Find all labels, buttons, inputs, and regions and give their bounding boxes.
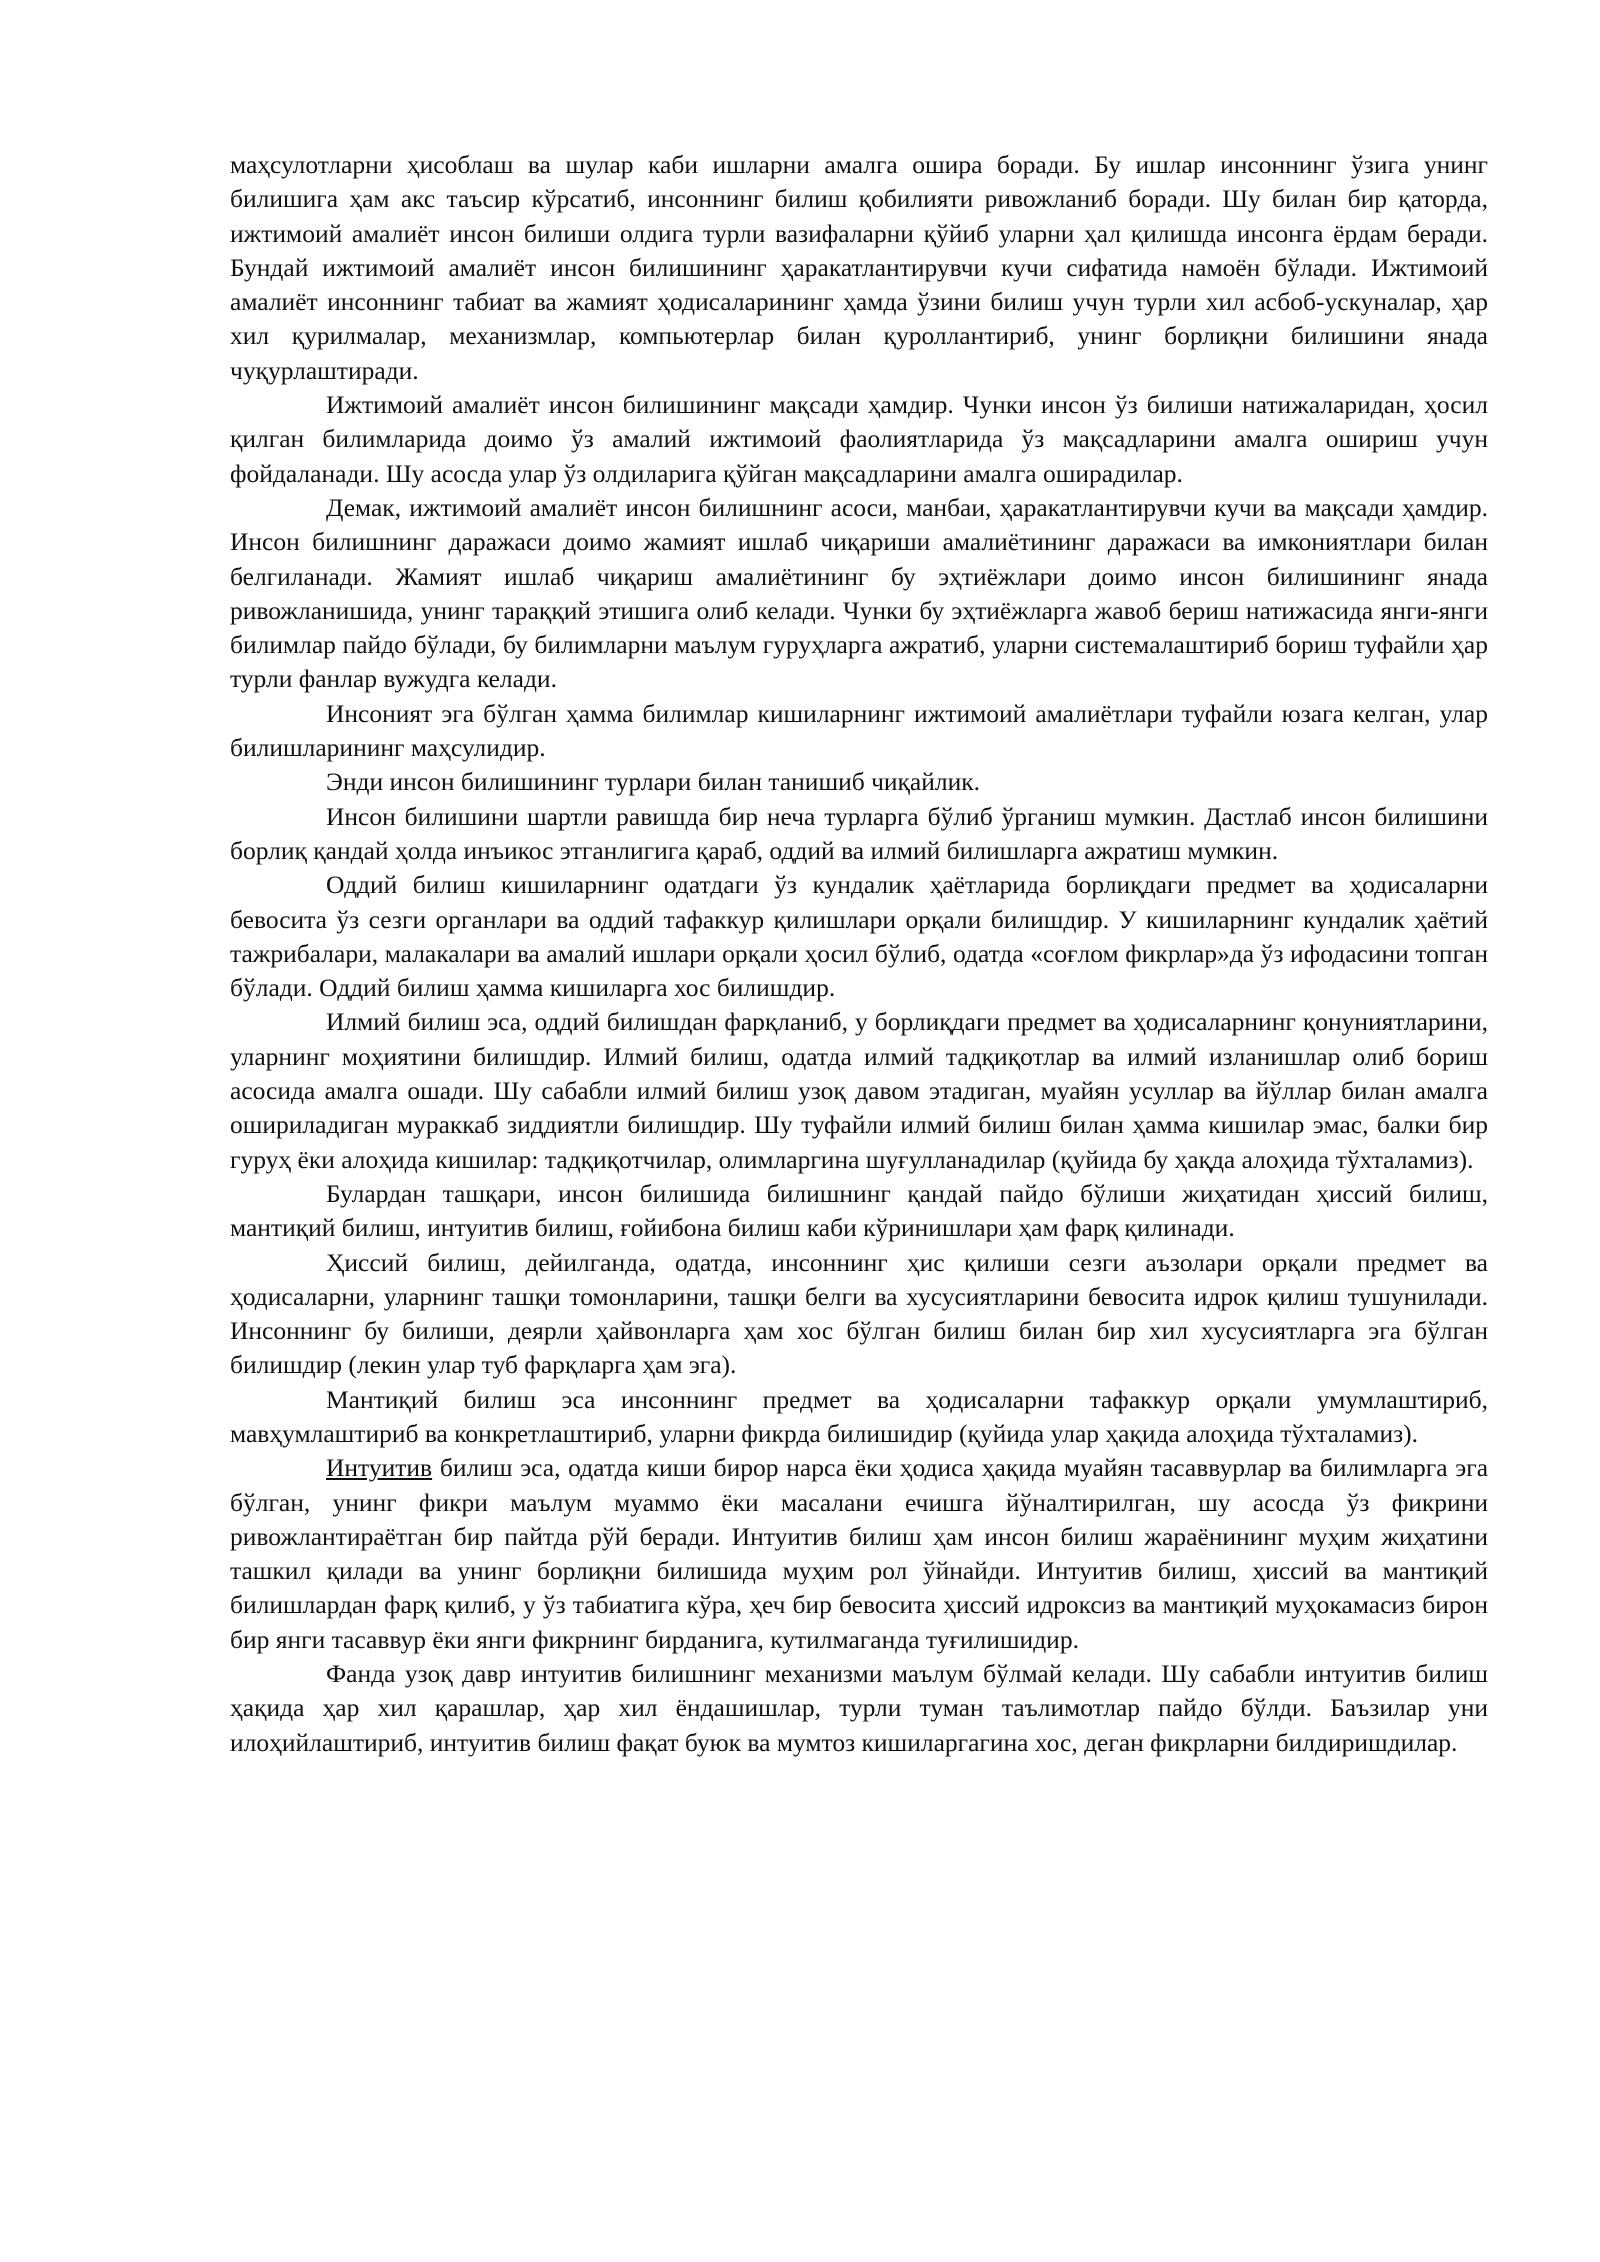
paragraph-11: Мантиқий билиш эса инсоннинг предмет ва ҳодисаларни тафаккур орқали умумлаштириб, мавҳумлаштириб ва конкретлаштириб, уларни фикрда билишидир (қуйида улар ҳақида алоҳида тўхталамиз).	[230, 1384, 1488, 1448]
document-body	[230, 148, 1488, 1760]
paragraph-10: Ҳиссий билиш, дейилганда, одатда, инсоннинг ҳис қилиши сезги аъзолари орқали предмет ва ҳодисаларни, уларнинг ташқи томонларини, ташқи белги ва хусусиятларини бевосита идрок қилиш тушунилади. Инсоннинг бу билиши, деярли ҳайвонларга ҳам хос бўлган билиш билан бир хил хусусиятларга эга бўлган билишдир (лекин улар туб фарқларга ҳам эга).	[230, 1247, 1488, 1380]
paragraph-8: Илмий билиш эса, оддий билишдан фарқланиб, у борлиқдаги предмет ва ҳодисаларнинг қонуниятларини, уларнинг моҳиятини билишдир. Илмий билиш, одатда илмий тадқиқотлар ва илмий изланишлар олиб бориш асосида амалга ошади. Шу сабабли илмий билиш узоқ давом этадиган, муайян усуллар ва йўллар билан амалга ошириладиган мураккаб зиддиятли билишдир. Шу туфайли илмий билиш билан ҳамма кишилар эмас, балки бир гуруҳ ёки алоҳида кишилар: тадқиқотчилар, олимларгина шуғулланадилар (қуйида бу ҳақда алоҳида тўхталамиз).	[230, 1007, 1488, 1174]
paragraph-12	[230, 1451, 1488, 1657]
paragraph-9: Булардан ташқари, инсон билишида билишнинг қандай пайдо бўлиши жиҳатидан ҳиссий билиш, мантиқий билиш, интуитив билиш, ғойибона билиш каби кўринишлари ҳам фарқ қилинади.	[230, 1178, 1488, 1243]
paragraph-2: Ижтимоий амалиёт инсон билишининг мақсади ҳамдир. Чунки инсон ўз билиши натижаларидан, ҳосил қилган билимларида доимо ўз амалий ижтимоий фаолиятларида ўз мақсадларини амалга ошириш учун фойдаланади. Шу асосда улар ўз олдиларига қўйган мақсадларини амалга оширадилар.	[230, 390, 1488, 488]
paragraph-5: Энди инсон билишининг турлари билан танишиб чиқайлик.	[326, 767, 981, 797]
paragraph-6: Инсон билишини шартли равишда бир неча турларга бўлиб ўрганиш мумкин. Дастлаб инсон билишини борлиқ қандай ҳолда инъикос этганлигига қараб, оддий ва илмий билишларга ажратиш мумкин.	[230, 801, 1488, 865]
paragraph-4: Инсоният эга бўлган ҳамма билимлар кишиларнинг ижтимоий амалиётлари туфайли юзага келган, улар билишларининг маҳсулидир.	[230, 698, 1488, 763]
paragraph-1: маҳсулотларни ҳисоблаш ва шулар каби ишларни амалга ошира боради. Бу ишлар инсоннинг ўзига унинг билишига ҳам акс таъсир кўрсатиб, инсоннинг билиш қобилияти ривожланиб боради. Шу билан бир қаторда, ижтимоий амалиёт инсон билиши олдига турли вазифаларни қўйиб уларни ҳал қилишда инсонга ёрдам беради. Бундай ижтимоий амалиёт инсон билишининг ҳаракатлантирувчи кучи сифатида намоён бўлади. Ижтимоий амалиёт инсоннинг табиат ва жамият ҳодисаларининг ҳамда ўзини билиш учун турли хил асбоб-ускуналар, ҳар хил қурилмалар, механизмлар, компьютерлар билан қуроллантириб, унинг борлиқни билишини янада чуқурлаштиради.	[230, 150, 1488, 385]
paragraph-13: Фанда узоқ давр интуитив билишнинг механизми маълум бўлмай келади. Шу сабабли интуитив билиш ҳақида ҳар хил қарашлар, ҳар хил ёндашишлар, турли туман таълимотлар пайдо бўлди. Баъзилар уни илоҳийлаштириб, интуитив билиш фақат буюк ва мумтоз кишиларгагина хос, деган фикрларни билдиришдилар.	[230, 1659, 1488, 1757]
intuitive-term: Интуитив	[326, 1453, 433, 1483]
paragraph-12-text: билиш эса, одатда киши бирор нарса ёки ҳодиса ҳақида муайян тасаввурлар ва билимларга эга бўлган, унинг фикри маълум муаммо ёки масалани ечишга йўналтирилган, шу асосда ўз фикрини ривожлантираётган бир пайтда рўй беради. Интуитив билиш ҳам инсон билиш жараёнининг муҳим жиҳатини ташкил қилади ва унинг борлиқни билишида муҳим рол ўйнайди. Интуитив билиш, ҳиссий ва мантиқий билишлардан фарқ қилиб, у ўз табиатига кўра, ҳеч бир бевосита ҳиссий идроксиз ва мантиқий муҳокамасиз бирон бир янги тасаввур ёки янги фикрнинг бирданига, кутилмаганда туғилишидир.	[230, 1453, 1489, 1654]
paragraph-7: Оддий билиш кишиларнинг одатдаги ўз кундалик ҳаётларида борлиқдаги предмет ва ҳодисаларни бевосита ўз сезги органлари ва оддий тафаккур қилишлари орқали билишдир. У кишиларнинг кундалик ҳаётий тажрибалари, малакалари ва амалий ишлари орқали ҳосил бўлиб, одатда «соғлом фикрлар»да ўз ифодасини топган бўлади. Оддий билиш ҳамма кишиларга хос билишдир.	[230, 870, 1488, 1003]
paragraph-3: Демак, ижтимоий амалиёт инсон билишнинг асоси, манбаи, ҳаракатлантирувчи кучи ва мақсади ҳамдир. Инсон билишнинг даражаси доимо жамият ишлаб чиқариши амалиётининг даражаси ва имкониятлари билан белгиланади. Жамият ишлаб чиқариш амалиётининг бу эҳтиёжлари доимо инсон билишининг янада ривожланишида, унинг тараққий этишига олиб келади. Чунки бу эҳтиёжларга жавоб бериш натижасида янги-янги билимлар пайдо бўлади, бу билимларни маълум гуруҳларга ажратиб, уларни системалаштириб бориш туфайли ҳар турли фанлар вужудга келади.	[230, 492, 1488, 694]
